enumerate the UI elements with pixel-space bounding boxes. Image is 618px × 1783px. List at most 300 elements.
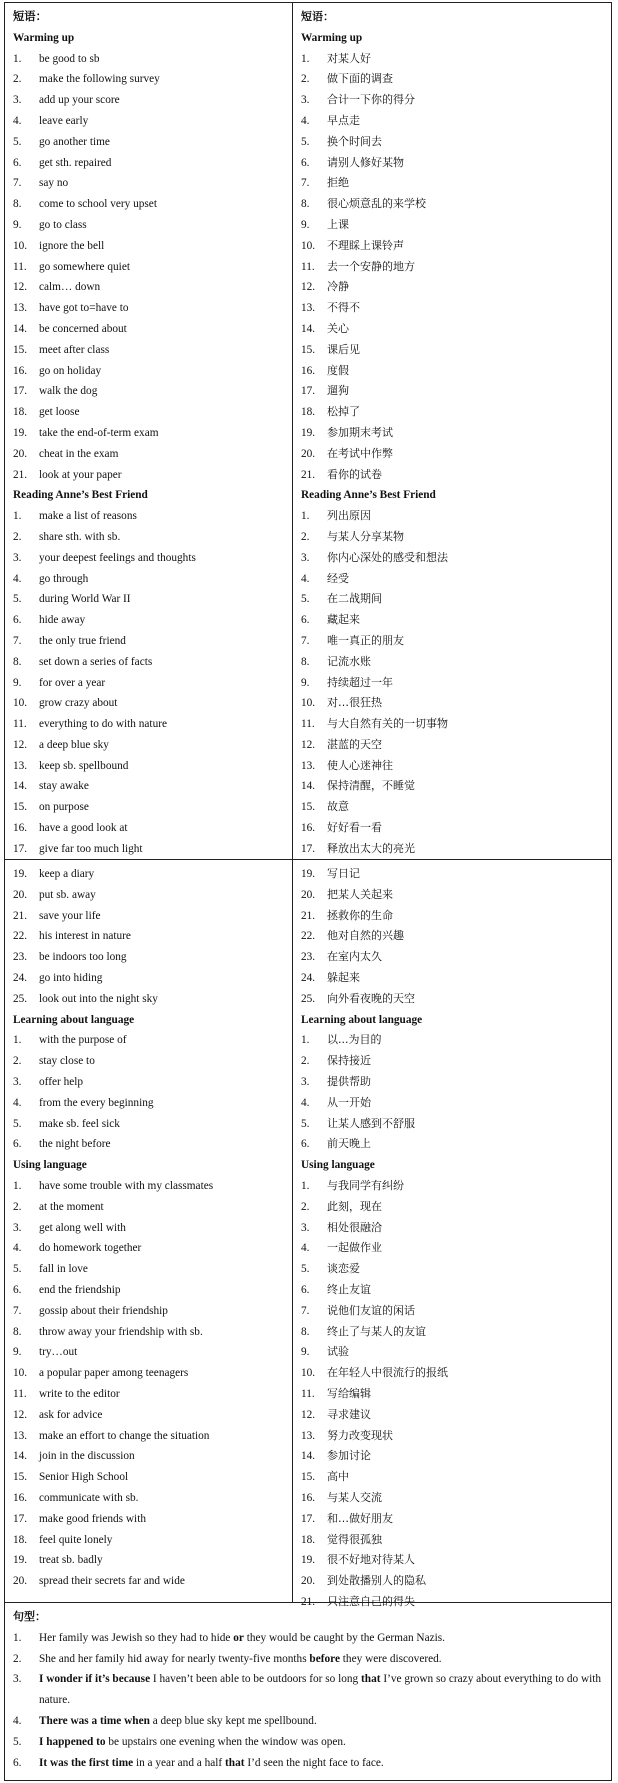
phrase-item [301, 111, 611, 132]
section-heading: Using language [301, 1159, 375, 1172]
phrase-item [13, 90, 292, 111]
sentence-fragment: they would be caught by the German Nazis. [243, 1631, 445, 1644]
phrase-item [13, 673, 292, 694]
sentence-fragment: they were discovered. [339, 1652, 442, 1665]
phrase-item [13, 257, 292, 278]
phrase-item [301, 947, 611, 968]
phrase-item [301, 1322, 611, 1343]
item-number: 14. [13, 780, 28, 793]
phrase-item [301, 652, 611, 673]
phrase-text: 相处很融洽 [327, 1220, 382, 1234]
item-number: 18. [301, 406, 316, 419]
item-number: 19. [301, 1554, 316, 1567]
item-number: 23. [301, 951, 316, 964]
item-number: 1. [301, 1034, 310, 1047]
phrase-text: 只注意自己的得失 [327, 1594, 415, 1608]
phrase-text: look at your paper [39, 468, 122, 481]
phrase-item [301, 714, 611, 735]
phrase-item [13, 1301, 292, 1322]
phrase-item [13, 631, 292, 652]
phrase-text: 试验 [327, 1345, 349, 1359]
phrase-item [301, 173, 611, 194]
item-number: 13. [13, 302, 28, 315]
phrase-text: a deep blue sky [39, 738, 109, 751]
phrase-text: 努力改变现状 [327, 1428, 393, 1442]
phrase-item [301, 1571, 611, 1592]
phrase-item [301, 444, 611, 465]
phrase-text: gossip about their friendship [39, 1304, 168, 1317]
phrase-item [13, 1363, 292, 1384]
phrase-item [301, 90, 611, 111]
phrase-item [13, 1530, 292, 1551]
item-number: 7. [301, 634, 310, 647]
item-number: 3. [13, 1221, 22, 1234]
phrase-text: 此刻，现在 [327, 1199, 382, 1213]
phrase-text: 让某人感到不舒服 [327, 1116, 415, 1130]
phrase-text: 松掉了 [327, 405, 360, 419]
item-number: 25. [301, 992, 316, 1005]
item-number: 3. [13, 551, 22, 564]
phrase-text: at the moment [39, 1200, 104, 1213]
phrase-item [13, 885, 292, 906]
item-number: 11. [13, 1387, 27, 1400]
phrase-text: walk the dog [39, 385, 98, 398]
phrase-text: get loose [39, 406, 80, 419]
key-phrase: There was a time when [39, 1714, 150, 1727]
phrase-text: 前天晚上 [327, 1137, 371, 1151]
phrase-text: ignore the bell [39, 239, 105, 252]
item-number: 2. [301, 1200, 310, 1213]
phrase-item [13, 989, 292, 1010]
phrase-text: leave early [39, 114, 89, 127]
phrase-item [301, 589, 611, 610]
item-number: 6. [13, 1283, 22, 1296]
item-number: 1. [301, 1179, 310, 1192]
item-number: 6. [301, 156, 310, 169]
item-number: 20. [13, 447, 28, 460]
phrase-text: go somewhere quiet [39, 260, 130, 273]
item-number: 2. [301, 530, 310, 543]
phrase-item [301, 1488, 611, 1509]
phrase-text: feel quite lonely [39, 1533, 113, 1546]
phrase-text: 上课 [327, 217, 349, 231]
item-number: 9. [13, 676, 22, 689]
phrase-item [301, 402, 611, 423]
phrase-item [13, 1550, 292, 1571]
phrase-text: 对某人好 [327, 51, 371, 65]
phrase-text: 写日记 [327, 867, 360, 880]
phrase-text: 关心 [327, 321, 349, 335]
phrase-item [13, 735, 292, 756]
phrase-item [13, 319, 292, 340]
key-phrase: It was the first time [39, 1756, 134, 1769]
phrase-text: 在年轻人中很流行的报纸 [327, 1366, 448, 1380]
item-number: 4. [301, 1096, 310, 1109]
item-number: 22. [13, 930, 28, 943]
phrase-item [301, 1114, 611, 1135]
phrase-text: 提供帮助 [327, 1074, 371, 1088]
phrase-item [13, 423, 292, 444]
phrase-text: make an effort to change the situation [39, 1429, 210, 1442]
phrase-item [13, 1571, 292, 1592]
phrase-item [301, 215, 611, 236]
item-number: 6. [13, 156, 22, 169]
phrase-item [301, 818, 611, 839]
phrase-text: communicate with sb. [39, 1491, 139, 1504]
phrase-item [301, 1363, 611, 1384]
item-number: 17. [13, 842, 28, 855]
phrase-text: make a list of reasons [39, 510, 137, 523]
item-number: 8. [13, 1325, 22, 1338]
phrase-text: 保持接近 [327, 1054, 371, 1068]
item-number: 6. [301, 1283, 310, 1296]
key-phrase: I wonder if it’s because [39, 1673, 151, 1686]
phrase-text: ask for advice [39, 1408, 103, 1421]
item-number: 10. [301, 1367, 316, 1380]
phrase-text: end the friendship [39, 1283, 121, 1296]
phrase-text: 到处散播别人的隐私 [327, 1574, 426, 1588]
item-number: 5. [13, 593, 22, 606]
phrase-text: go through [39, 572, 89, 585]
phrase-text: 冷静 [327, 280, 349, 294]
phrase-item [301, 1509, 611, 1530]
phrase-item [301, 1530, 611, 1551]
item-number: 20. [301, 1575, 316, 1588]
item-number: 5. [301, 593, 310, 606]
sentence-text [39, 1753, 603, 1774]
phrase-table-part-2 [4, 859, 612, 1608]
phrase-item [301, 153, 611, 174]
phrase-item [13, 444, 292, 465]
phrase-text: be indoors too long [39, 951, 127, 964]
phrase-text: 早点走 [327, 113, 360, 127]
phrase-text: the night before [39, 1138, 111, 1151]
item-number: 6. [13, 1756, 22, 1769]
phrase-item [301, 1446, 611, 1467]
phrase-item [301, 1238, 611, 1259]
item-number: 15. [301, 343, 316, 356]
phrase-item [301, 864, 611, 885]
phrase-text: from the every beginning [39, 1096, 154, 1109]
phrase-item [13, 465, 292, 486]
item-number: 1. [13, 1179, 22, 1192]
english-column [5, 860, 292, 1603]
phrase-text: cheat in the exam [39, 447, 119, 460]
item-number: 1. [301, 52, 310, 65]
phrase-item [13, 1342, 292, 1363]
phrase-text: 换个时间去 [327, 134, 382, 148]
phrase-item [13, 527, 292, 548]
chinese-phrase-list [301, 28, 611, 860]
phrase-text: 他对自然的兴趣 [327, 929, 404, 943]
phrase-text: 不得不 [327, 301, 360, 315]
item-number: 3. [301, 1075, 310, 1088]
item-number: 8. [301, 655, 310, 668]
phrase-text: 释放出太大的亮光 [327, 841, 415, 855]
phrase-item [301, 69, 611, 90]
item-number: 7. [13, 177, 22, 190]
phrase-item [13, 277, 292, 298]
item-number: 19. [301, 868, 316, 880]
phrase-text: keep sb. spellbound [39, 759, 129, 772]
item-number: 12. [13, 738, 28, 751]
item-number: 10. [301, 697, 316, 710]
phrase-text: get along well with [39, 1221, 126, 1234]
item-number: 12. [301, 281, 316, 294]
phrase-item [13, 1072, 292, 1093]
phrase-text: have a good look at [39, 822, 128, 835]
phrase-item [13, 756, 292, 777]
phrase-item [301, 1072, 611, 1093]
phrase-text: a popular paper among teenagers [39, 1367, 189, 1380]
phrase-item [13, 381, 292, 402]
phrase-item [301, 298, 611, 319]
item-number: 9. [13, 218, 22, 231]
item-number: 2. [13, 1055, 22, 1068]
phrase-text: say no [39, 177, 69, 190]
phrase-item [13, 194, 292, 215]
phrase-text: make good friends with [39, 1512, 146, 1525]
sentence-item [13, 1628, 603, 1649]
phrase-item [13, 1322, 292, 1343]
phrase-text: make the following survey [39, 73, 160, 86]
phrase-item [13, 1446, 292, 1467]
phrase-item [13, 610, 292, 631]
item-number: 25. [13, 992, 28, 1005]
item-number: 17. [301, 842, 316, 855]
key-phrase: that [361, 1673, 381, 1686]
sentence-item [13, 1649, 603, 1670]
phrase-text: 度假 [327, 363, 349, 377]
phrase-text: add up your score [39, 94, 120, 107]
phrase-text: 和…做好朋友 [327, 1511, 393, 1525]
sentence-fragment: be upstairs one evening when the window was open. [105, 1735, 346, 1748]
phrase-text: 很心烦意乱的来学校 [327, 197, 426, 211]
item-number: 19. [301, 426, 316, 439]
phrase-item [13, 968, 292, 989]
phrase-text: 对…很狂热 [327, 696, 382, 710]
sentence-item [13, 1711, 603, 1732]
phrase-text: 寻求建议 [327, 1407, 371, 1421]
item-number: 15. [301, 1471, 316, 1484]
item-number: 1. [13, 510, 22, 523]
phrase-text: 记流水账 [327, 654, 371, 668]
phrase-text: 谈恋爱 [327, 1262, 360, 1276]
phrase-item [301, 1218, 611, 1239]
phrase-text: 唯一真正的朋友 [327, 633, 404, 647]
item-number: 10. [301, 239, 316, 252]
phrase-item [13, 173, 292, 194]
item-number: 23. [13, 951, 28, 964]
phrase-item [301, 1259, 611, 1280]
phrase-item [13, 236, 292, 257]
phrase-item [301, 610, 611, 631]
item-number: 3. [13, 1673, 22, 1686]
sentence-item [13, 1732, 603, 1753]
phrase-item [13, 1176, 292, 1197]
item-number: 17. [13, 385, 28, 398]
phrase-item [301, 1550, 611, 1571]
phrase-item [301, 1051, 611, 1072]
phrase-item [13, 1509, 292, 1530]
phrase-text: 与我同学有纠纷 [327, 1178, 404, 1192]
phrase-text: 说他们友谊的闲话 [327, 1303, 415, 1317]
phrase-text: 高中 [327, 1470, 349, 1484]
key-phrase: or [233, 1631, 244, 1644]
item-number: 20. [13, 1575, 28, 1588]
item-number: 14. [13, 1450, 28, 1463]
phrase-item [301, 1342, 611, 1363]
phrase-item [13, 69, 292, 90]
section-heading: Learning about language [301, 1013, 423, 1026]
phrase-item [13, 215, 292, 236]
item-number: 13. [301, 302, 316, 315]
phrase-item [13, 1051, 292, 1072]
phrase-item [301, 381, 611, 402]
phrase-text: 终止了与某人的友谊 [327, 1324, 426, 1338]
item-number: 2. [13, 73, 22, 86]
item-number: 10. [13, 697, 28, 710]
phrase-text: treat sb. badly [39, 1554, 103, 1567]
item-number: 15. [13, 1471, 28, 1484]
item-number: 14. [301, 780, 316, 793]
phrase-text: 好好看一看 [327, 821, 382, 835]
phrase-item [13, 548, 292, 569]
item-number: 1. [13, 1034, 22, 1047]
phrase-item [13, 298, 292, 319]
phrase-text: 躲起来 [327, 970, 360, 984]
phrase-text: look out into the night sky [39, 992, 158, 1005]
item-number: 20. [13, 888, 28, 901]
item-number: 6. [301, 1138, 310, 1151]
phrase-text: keep a diary [39, 868, 95, 880]
item-number: 13. [13, 759, 28, 772]
item-number: 3. [301, 551, 310, 564]
phrase-text: 不理睬上课铃声 [327, 238, 404, 252]
phrase-item [13, 340, 292, 361]
section-label: 短语： [13, 11, 47, 23]
phrase-item [301, 340, 611, 361]
phrase-item [13, 714, 292, 735]
chinese-column [292, 860, 611, 1608]
chinese-column [292, 3, 611, 859]
item-number: 8. [13, 655, 22, 668]
phrase-text: make sb. feel sick [39, 1117, 120, 1130]
phrase-item [301, 506, 611, 527]
phrase-text: join in the discussion [39, 1450, 135, 1463]
phrase-item [301, 465, 611, 486]
phrase-item [13, 864, 292, 885]
phrase-item [13, 818, 292, 839]
item-number: 21. [301, 909, 316, 922]
phrase-item [13, 402, 292, 423]
item-number: 6. [13, 614, 22, 627]
item-number: 5. [13, 135, 22, 148]
phrase-item [13, 506, 292, 527]
item-number: 12. [13, 1408, 28, 1421]
item-number: 4. [13, 114, 22, 127]
item-number: 17. [301, 1512, 316, 1525]
phrase-item [301, 1134, 611, 1155]
phrase-item [301, 1384, 611, 1405]
phrase-item [301, 797, 611, 818]
phrase-item [301, 548, 611, 569]
phrase-text: have some trouble with my classmates [39, 1179, 214, 1192]
phrase-item [301, 1280, 611, 1301]
phrase-text: Senior High School [39, 1471, 129, 1484]
item-number: 15. [301, 801, 316, 814]
phrase-text: go into hiding [39, 971, 103, 984]
item-number: 20. [301, 447, 316, 460]
phrase-item [13, 906, 292, 927]
item-number: 4. [13, 1242, 22, 1255]
phrase-text: 去一个安静的地方 [327, 259, 415, 273]
phrase-item [301, 756, 611, 777]
phrase-text: spread their secrets far and wide [39, 1575, 185, 1588]
phrase-text: be good to sb [39, 52, 100, 65]
phrase-text: 课后见 [327, 342, 360, 356]
item-number: 2. [301, 1055, 310, 1068]
phrase-text: 看你的试卷 [327, 467, 382, 481]
phrase-item [13, 49, 292, 70]
item-number: 24. [301, 971, 316, 984]
phrase-item [301, 776, 611, 797]
item-number: 5. [301, 1117, 310, 1130]
phrase-text: 终止友谊 [327, 1282, 371, 1296]
phrase-text: calm… down [39, 281, 101, 294]
chinese-phrase-list [301, 864, 611, 1613]
phrase-item [301, 1176, 611, 1197]
sentence-text [39, 1732, 603, 1753]
item-number: 11. [13, 260, 27, 273]
phrase-item [13, 589, 292, 610]
phrase-text: meet after class [39, 343, 110, 356]
phrase-text: 在考试中作弊 [327, 446, 393, 460]
item-number: 3. [301, 1221, 310, 1234]
phrase-text: 故意 [327, 800, 349, 814]
phrase-text: put sb. away [39, 888, 96, 901]
phrase-item [301, 1301, 611, 1322]
item-number: 17. [13, 1512, 28, 1525]
phrase-item [301, 194, 611, 215]
item-number: 3. [13, 94, 22, 107]
phrase-item [13, 1405, 292, 1426]
phrase-text: take the end-of-term exam [39, 426, 159, 439]
item-number: 9. [301, 1346, 310, 1359]
phrase-text: 遛狗 [327, 384, 349, 398]
phrase-item [13, 1384, 292, 1405]
item-number: 21. [13, 468, 28, 481]
item-number: 4. [301, 114, 310, 127]
phrase-text: 以...为目的 [327, 1033, 382, 1047]
phrase-item [301, 673, 611, 694]
phrase-item [13, 1488, 292, 1509]
phrase-item [301, 277, 611, 298]
phrase-item [301, 968, 611, 989]
item-number: 18. [301, 1533, 316, 1546]
sentence-text [39, 1711, 603, 1732]
phrase-text: 一起做作业 [327, 1241, 382, 1255]
phrase-text: 从一开始 [327, 1095, 371, 1109]
item-number: 5. [13, 1117, 22, 1130]
sentence-text [39, 1649, 603, 1670]
item-number: 7. [13, 634, 22, 647]
phrase-text: 合计一下你的得分 [327, 93, 415, 107]
phrase-item [301, 1405, 611, 1426]
item-number: 2. [301, 73, 310, 86]
phrase-item [13, 947, 292, 968]
item-number: 22. [301, 930, 316, 943]
